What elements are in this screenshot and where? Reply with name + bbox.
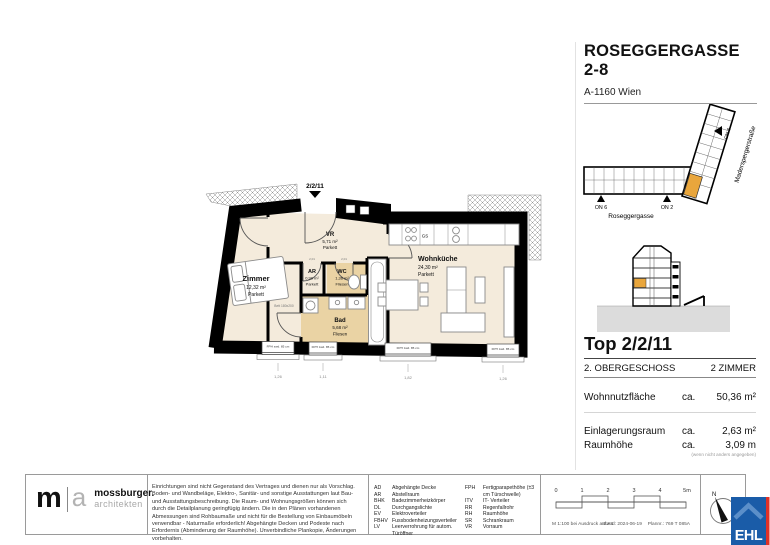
- abbr-val: Fertigparapethöhe (±3 cm Türschwelle): [482, 485, 535, 498]
- abbr-val: Elektroverteiler: [392, 511, 427, 517]
- abbr-val: IT- Verteiler: [482, 498, 510, 504]
- abbreviation-legend: [374, 485, 536, 537]
- abbr-key: RH: [464, 511, 473, 517]
- window-sill: [482, 357, 524, 362]
- room-area-wc: 1,36 m²: [335, 275, 349, 281]
- door-dimension: 2,01: [341, 257, 347, 261]
- abbr-key: RR: [464, 504, 473, 511]
- scale-tick: 4: [658, 488, 662, 494]
- room-floor-vr: Parkett: [322, 245, 338, 250]
- section-outline: [633, 246, 671, 306]
- bath-sink: [348, 297, 365, 309]
- storage-value: 2,63 m²: [722, 426, 756, 437]
- north-needle: [715, 497, 728, 523]
- site-plan: [584, 104, 758, 220]
- plan-number: Plannr.: 769 T 085A: [647, 522, 690, 527]
- logo-name: mossburger.: [94, 488, 155, 499]
- abbr-key: SR: [464, 517, 473, 524]
- unit-room-count: 2 ZIMMER: [710, 363, 756, 374]
- ehl-logo-red-stripe: [766, 497, 770, 545]
- room-height-note: (wenn nicht anders angegeben): [691, 452, 756, 457]
- bed-size-label: Bett 180x200: [274, 304, 294, 308]
- abbr-key: VR: [464, 524, 473, 530]
- living-area-value: 50,36 m²: [716, 392, 756, 403]
- abbr-val: Regenfallrohr: [482, 504, 515, 511]
- abbr-key: AD: [374, 485, 382, 491]
- window-parapet-label: FPH zwd. 85 cm: [311, 345, 335, 349]
- room-floor-wc: Fliesen: [335, 281, 349, 287]
- unit-marker-arrow: [309, 191, 321, 198]
- room-height-ca: ca.: [682, 440, 696, 451]
- room-height-row: [584, 440, 756, 451]
- logo-subname: architekten: [94, 499, 143, 509]
- disclaimer-text: Einrichtungen sind nicht Gegenstand des Vertrages und dienen nur als Vorschlag. Boden- und Wandbeläge, Elektro-, Sanitär- und sonstige Ausstattungen laut Bau- und Ausstattungsbeschreibung. Die Raum- und Wohnungsgrößen können sich durch die Detailplanung geringfügig ändern. Die in den Plänen vorhandenen Abmessungen sind Rohbaumaße und nicht für die Bestellung von Einbaumöbeln verwendbar - Naturmaße erforderlich! Abgehängte Decken und Podeste nach Erfordernis (Abminderung der Raumhöhe). Unverbindliche Plankopie, Änderungen vorbehalten.: [152, 484, 357, 542]
- room-area-zimmer: 12,32 m²: [246, 285, 266, 291]
- page-title: ROSEGGERGASSE 2-8: [584, 42, 740, 79]
- abbr-val: Durchgangslichte: [392, 504, 433, 511]
- chair: [420, 283, 428, 292]
- page-subtitle: A-1160 Wien: [584, 87, 642, 98]
- abbr-val: Badezimmerheizkörper: [392, 498, 446, 504]
- scale-tick: 0: [554, 488, 558, 494]
- toilet-tank: [361, 275, 367, 289]
- storage-row: [584, 426, 756, 437]
- abbr-val: Raumhöhe: [482, 511, 509, 517]
- ehl-logo: [731, 497, 770, 545]
- title-block: [584, 42, 757, 104]
- room-height-label: Raumhöhe: [584, 440, 633, 451]
- room-area-vr: 5,71 m²: [322, 239, 338, 244]
- scale-tick: 3: [632, 488, 636, 494]
- section-annex: [671, 262, 680, 306]
- abbr-key: DL: [374, 504, 381, 511]
- ground-band: [597, 306, 730, 332]
- window-dimension: 1,26: [274, 374, 282, 379]
- room-area-kitchen: 24,30 m²: [418, 265, 438, 271]
- room-area-bad: 5,68 m²: [332, 325, 348, 330]
- unit-marker-label: 2/2/11: [306, 183, 324, 190]
- abbr-val: Schrankraum: [482, 517, 514, 524]
- abbr-val: Abstellraum: [392, 491, 420, 498]
- window-sill: [257, 355, 299, 360]
- logo-m: m: [36, 482, 62, 514]
- storage-ca: ca.: [682, 426, 696, 437]
- entrance-marker-icon: [597, 195, 605, 202]
- building-section: [597, 246, 730, 332]
- door-dimension: 2,01: [309, 257, 315, 261]
- street-label-roseggergasse: Roseggergasse: [608, 213, 654, 220]
- window-sill: [304, 355, 342, 360]
- room-height-value: 3,09 m: [725, 440, 756, 451]
- abbr-key: AR: [374, 491, 382, 498]
- bath-sink: [329, 297, 346, 309]
- abbr-val: Abgehängte Decke: [392, 485, 437, 491]
- room-floor-ar: Parkett: [305, 281, 319, 287]
- sofa-chaise: [441, 313, 485, 332]
- abbreviation-col-2: [465, 485, 536, 537]
- room-name-vr: VR: [325, 232, 335, 238]
- toilet-bowl: [349, 275, 360, 289]
- window-dimension: 1,26: [499, 376, 507, 381]
- window-parapet-label: FPH zwd. 85 cm: [491, 347, 515, 351]
- scale-tick: 1: [580, 488, 584, 494]
- dining-table: [386, 280, 418, 310]
- abbr-val: Fussbodenheizungsverteiler: [392, 517, 457, 524]
- entrance-label-on2: ON 2: [660, 205, 674, 211]
- window-parapet-label: FPH zwd. 85 cm: [266, 344, 290, 349]
- north-label: N: [712, 492, 717, 498]
- entrance-label-on6: ON 6: [594, 205, 608, 211]
- room-name-kitchen: Wohnküche: [418, 256, 458, 263]
- dishwasher-label: GS: [421, 233, 429, 239]
- window-parapet-label: FPH zwd. 85 cm: [396, 346, 420, 350]
- floor-plan: [206, 183, 541, 381]
- abbr-key: LV: [374, 524, 380, 530]
- ev-cabinet: [346, 205, 355, 213]
- title-rule: [584, 103, 757, 104]
- living-area-label: Wohnnutzfläche: [584, 392, 656, 403]
- abbr-key: ITV: [464, 498, 473, 504]
- room-floor-bad: Fliesen: [332, 331, 348, 337]
- scale-tick: 5m: [683, 488, 691, 494]
- living-area-row: [584, 392, 756, 413]
- abbr-val: Vorraum: [482, 524, 503, 530]
- scale-bar: [552, 488, 691, 527]
- unit-number: Top 2/2/11: [584, 333, 756, 359]
- room-floor-kitchen: Parkett: [418, 272, 434, 278]
- chair: [378, 297, 386, 306]
- room-area-ar: 0,99 m²: [305, 275, 319, 281]
- room-name-ar: AR: [308, 269, 316, 275]
- coffee-table: [475, 277, 485, 303]
- abbr-key: BHK: [374, 498, 385, 504]
- logo-bar: [67, 487, 68, 512]
- entrance-marker-icon: [663, 195, 671, 202]
- scale-tick: 2: [606, 488, 610, 494]
- unit-floor: 2. OBERGESCHOSS: [584, 363, 676, 374]
- abbreviation-col-1: [374, 485, 457, 537]
- room-name-wc: WC: [337, 269, 347, 275]
- highlighted-floor: [634, 279, 646, 288]
- ramp: [684, 296, 704, 306]
- building-wing-bottom: [584, 167, 697, 194]
- itv-cabinet: [360, 207, 369, 215]
- architect-logo: [36, 482, 155, 514]
- plan-date: Stand: 2024-06-19: [602, 522, 642, 527]
- window-dimension: 1,82: [404, 375, 412, 380]
- street-label-maderspergerstrasse: Maderspergerstraße: [733, 125, 758, 184]
- abbr-key: FBHV: [374, 517, 388, 524]
- print-scale-note: M 1:100 bei Ausdruck auf A4: [552, 522, 614, 527]
- abbr-val: Leerverrohrung für autom. Türöffner: [392, 524, 453, 537]
- pillow: [233, 284, 246, 301]
- storage-label: Einlagerungsraum: [584, 426, 666, 437]
- abbr-key: EV: [374, 511, 381, 517]
- sideboard: [504, 267, 514, 337]
- abbr-key: FPH: [464, 485, 476, 491]
- chair: [420, 297, 428, 306]
- room-name-zimmer: Zimmer: [242, 274, 270, 283]
- ehl-logo-text: EHL: [734, 528, 763, 544]
- logo-a: a: [71, 482, 87, 512]
- washing-machine: [303, 298, 318, 313]
- living-area-ca: ca.: [682, 392, 696, 403]
- window-sill: [380, 356, 436, 361]
- chair: [378, 283, 386, 292]
- window-dimension: 1,11: [319, 374, 327, 379]
- room-name-bad: Bad: [334, 318, 346, 324]
- entrance-label-wing-on6: ON 6: [723, 127, 733, 141]
- room-floor-zimmer: Parkett: [248, 292, 264, 298]
- unit-info-block: [584, 333, 756, 457]
